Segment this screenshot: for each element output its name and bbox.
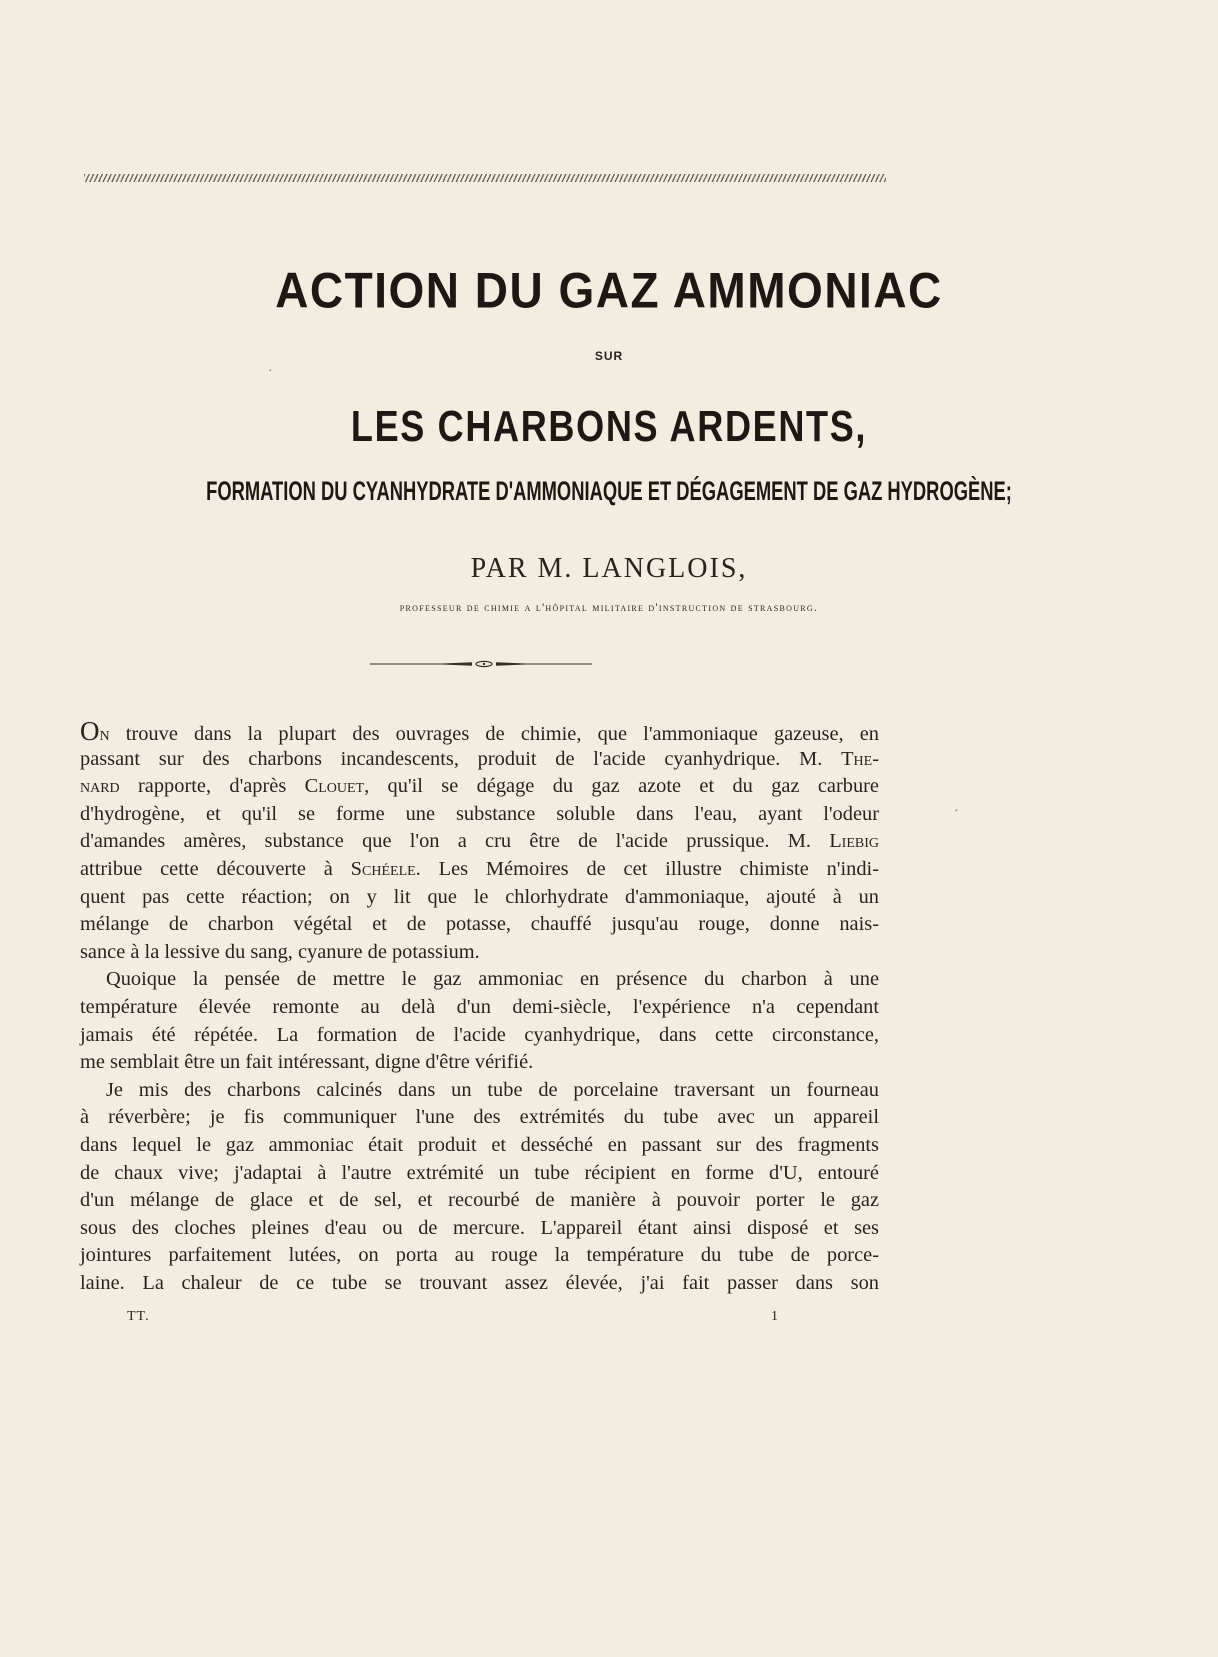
text-line: sous des cloches pleines d'eau ou de mercure. L'appareil étant ainsi disposé et ses xyxy=(80,1216,879,1239)
paper-speck: · xyxy=(268,364,273,379)
text-line: On trouve dans la plupart des ouvrages de chimie, que l'ammoniaque gazeuse, en xyxy=(80,716,879,746)
main-title: ACTION DU GAZ AMMONIAC xyxy=(275,261,943,319)
text-line: d'amandes amères, substance que l'on a cru être de l'acide prussique. M. Liebig xyxy=(80,830,879,853)
text-line: laine. La chaleur de ce tube se trouvant assez élevée, j'ai fait passer dans son xyxy=(80,1271,879,1294)
text-line: d'un mélange de glace et de sel, et recourbé de manière à pouvoir porter le gaz xyxy=(80,1189,879,1212)
text-line: de chaux vive; j'adaptai à l'autre extrémité un tube récipient en forme d'U, entouré xyxy=(80,1161,879,1184)
sheet-number: 1 xyxy=(771,1309,778,1324)
drop-cap: O xyxy=(80,716,100,746)
text-line: quent pas cette réaction; on y lit que le chlorhydrate d'ammoniaque, ajouté à un xyxy=(80,885,879,908)
paper-speck: ˊ xyxy=(954,808,959,823)
text-line: me semblait être un fait intéressant, digne d'être vérifié. xyxy=(80,1051,534,1074)
text-line: dans lequel le gaz ammoniac était produit et desséché en passant sur des fragments xyxy=(80,1133,879,1156)
text-line: passant sur des charbons incandescents, produit de l'acide cyanhydrique. M. The- xyxy=(80,747,879,770)
title-second-line: LES CHARBONS ARDENTS, xyxy=(350,402,868,451)
text-line: attribue cette découverte à Schéele. Les Mémoires de cet illustre chimiste n'indi- xyxy=(80,857,879,880)
title-connector: SUR xyxy=(594,349,624,363)
text-line: mélange de charbon végétal et de potasse, chauffé jusqu'au rouge, donne nais- xyxy=(80,913,879,936)
text-line: nard rapporte, d'après Clouet, qu'il se dégage du gaz azote et du gaz carbure xyxy=(80,775,879,798)
text-line: d'hydrogène, et qu'il se forme une substance soluble dans l'eau, ayant l'odeur xyxy=(80,802,879,825)
body-text xyxy=(80,718,879,1297)
text-line: sance à la lessive du sang, cyanure de potassium. xyxy=(80,940,480,963)
text-line: Quoique la pensée de mettre le gaz ammoniac en présence du charbon à une xyxy=(106,968,879,991)
ornament-divider xyxy=(360,658,600,670)
signature-mark: TT. xyxy=(127,1309,150,1324)
text-line: jointures parfaitement lutées, on porta au rouge la température du tube de porce- xyxy=(80,1244,879,1267)
text-line: à réverbère; je fis communiquer l'une des extrémités du tube avec un appareil xyxy=(80,1106,879,1129)
decorative-top-border xyxy=(84,174,886,182)
text-line: température élevée remonte au delà d'un demi-siècle, l'expérience n'a cependant xyxy=(80,995,879,1018)
text-line: jamais été répétée. La formation de l'acide cyanhydrique, dans cette circonstance, xyxy=(80,1023,879,1046)
author-affiliation: professeur de chimie a l'hôpital militaire d'instruction de strasbourg. xyxy=(399,602,819,614)
subtitle: FORMATION DU CYANHYDRATE D'AMMONIAQUE ET DÉGAGEMENT DE GAZ HYDROGÈNE; xyxy=(206,476,1012,506)
text-line: Je mis des charbons calcinés dans un tube de porcelaine traversant un fourneau xyxy=(106,1078,879,1101)
author-line: PAR M. LANGLOIS, xyxy=(470,553,748,584)
